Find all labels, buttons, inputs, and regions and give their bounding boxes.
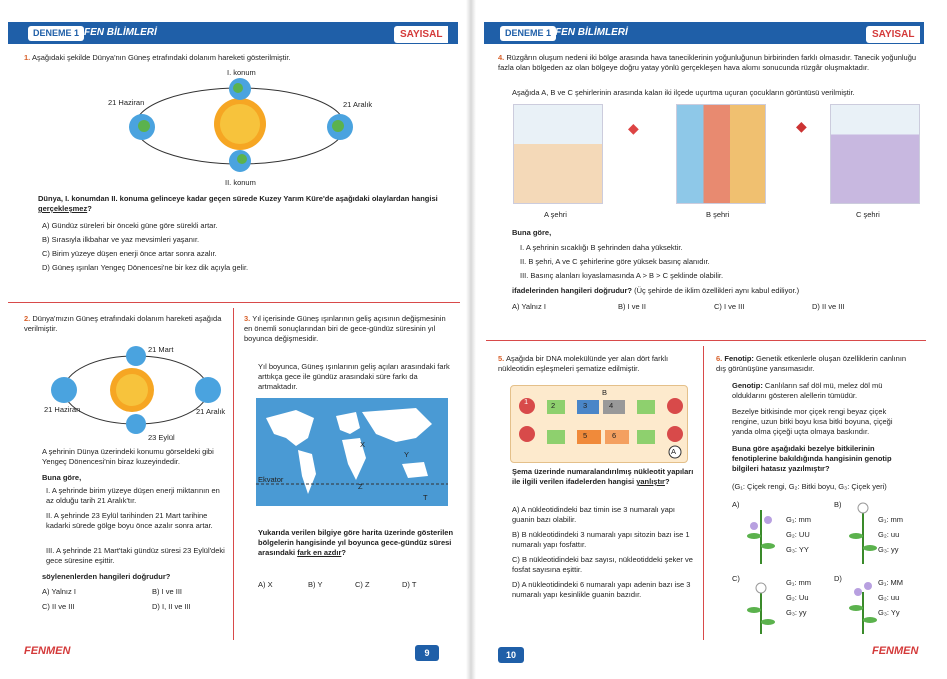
q3-point-t: T — [423, 493, 428, 502]
q3-stem — [244, 314, 456, 344]
q4-kite-child-left: ◆ — [628, 120, 639, 136]
q4-city-a-image — [513, 104, 603, 204]
q6-d-g1: G₁: MM — [878, 578, 904, 587]
q2-option-c[interactable]: C) II ve III — [42, 602, 75, 611]
q5-question-c: ? — [664, 477, 670, 486]
q4-paragraph: Aşağıda A, B ve C şehirlerinin arasında kalan iki ilçede uçurtma uçuran çocukların görüntüsü verilmiştir. — [512, 88, 855, 97]
q3-question-b: fark en azdır — [297, 548, 342, 557]
q6-option-c[interactable]: C) — [732, 574, 740, 583]
q2-label-mart: 21 Mart — [148, 345, 174, 354]
q3-question-a: Yukarıda verilen bilgiye göre harita üzerinde gösterilen bölgelerin hangisinde yıl boyunca gece-gündüz süresi arasındaki — [258, 528, 454, 557]
q1-label-konum1: I. konum — [227, 68, 256, 77]
q4-city-c-image — [830, 104, 920, 204]
q4-kite-child-right: ◆ — [796, 118, 807, 134]
q2-option-d[interactable]: D) I, II ve III — [152, 602, 191, 611]
q4-city-a-label: A şehri — [544, 210, 567, 219]
q2-label-eylul: 23 Eylül — [148, 433, 175, 442]
q3-world-map — [256, 398, 448, 506]
q3-stem-text: Yıl içerisinde Güneş ışınlarının geliş açısının değişmesinin en önemli sonuçlarından biri de gece-gündüz süresinin yıl boyunca değişmesidir. — [244, 314, 446, 343]
q5-option-b[interactable]: B) B nükleotidindeki 3 numaralı yapı sitozin bazı ise 1 numaralı yapı fosfattır. — [512, 530, 690, 549]
q5-label-1: 1 — [524, 397, 529, 406]
q1-orbit-diagram — [100, 64, 380, 190]
q5-label-4: 4 — [609, 401, 614, 410]
q6-c-g3: G₃: yy — [786, 608, 807, 617]
q2-lead: Buna göre, — [42, 473, 82, 482]
q2-option-a[interactable]: A) Yalnız I — [42, 587, 76, 596]
q6-b-g1: G₁: mm — [878, 515, 904, 524]
q6-fenotip-def: Genetik etkenlerle oluşan özelliklerin canlının dış görünüşüne yansımasıdır. — [716, 354, 907, 373]
q1-option-b[interactable]: B) Sırasıyla ilkbahar ve yaz mevsimleri yaşanır. — [42, 235, 200, 244]
q3-number: 3. — [244, 314, 251, 323]
q2-label-haziran: 21 Haziran — [44, 405, 81, 414]
q6-genotip-term: Genotip: — [732, 381, 763, 390]
q4-option-b[interactable]: B) I ve II — [618, 302, 646, 311]
q6-c-g1: G₁: mm — [786, 578, 812, 587]
q5-question-b: yanlıştır — [636, 477, 665, 486]
q4-option-a[interactable]: A) Yalnız I — [512, 302, 546, 311]
q4-note: (Üç şehirde de iklim özellikleri aynı kabul ediliyor.) — [632, 286, 800, 295]
q3-point-y: Y — [404, 450, 410, 459]
q3-paragraph: Yıl boyunca, Güneş ışınlarının geliş açıları arasındaki fark arttıkça gece ile gündüz arasındaki süre farkı da artmaktadır. — [258, 362, 450, 391]
q5-number: 5. — [498, 354, 505, 363]
q4-number: 4. — [498, 53, 505, 62]
q5-stem-text: Aşağıda bir DNA molekülünde yer alan dört farklı nükleotidin eşleşmeleri şematize edilmiştir. — [498, 354, 669, 373]
q2-item1: I. A şehrinde birim yüzeye düşen enerji miktarının en az olduğu tarih 21 Aralık'tır. — [46, 486, 220, 505]
book-spine — [466, 0, 476, 679]
q5-dna-diagram — [510, 385, 688, 463]
q6-d-g2: G₂: uu — [878, 593, 900, 602]
q6-a-g1: G₁: mm — [786, 515, 812, 524]
right-subject-title: FEN BİLİMLERİ — [555, 27, 628, 38]
q6-question: Buna göre aşağıdaki bezelye bitkilerinin fenotiplerine bakıldığında hangisinin genotip bilgileri hatasız yazılmıştır? — [732, 444, 892, 473]
q3-point-x: X — [360, 440, 366, 449]
q4-option-c[interactable]: C) I ve III — [714, 302, 745, 311]
q1-option-d[interactable]: D) Güneş ışınları Yengeç Dönencesi'ne bir kez dik açıyla gelir. — [42, 263, 249, 272]
q1-label-haziran: 21 Haziran — [108, 98, 145, 107]
q5-label-2: 2 — [551, 401, 556, 410]
q1-option-a[interactable]: A) Gündüz süreleri bir önceki güne göre sürekli artar. — [42, 221, 218, 230]
q6-a-g2: G₂: UU — [786, 530, 810, 539]
q1-question-c: ? — [87, 204, 92, 213]
q1-option-c[interactable]: C) Birim yüzeye düşen enerji önce artar sonra azalır. — [42, 249, 217, 258]
q3-equator-label: Ekvator — [258, 475, 284, 484]
q2-question: söylenenlerden hangileri doğrudur? — [42, 572, 171, 581]
q6-d-g3: G₃: Yy — [878, 608, 900, 617]
right-page-number: 10 — [498, 647, 524, 663]
q3-option-b[interactable]: B) Y — [308, 580, 323, 589]
q1-stem — [24, 53, 444, 63]
q6-plant-c-image — [744, 580, 778, 636]
q6-option-a[interactable]: A) — [732, 500, 740, 509]
q5-label-b: B — [602, 388, 608, 397]
left-hdivider — [8, 302, 460, 303]
q4-stem-text: Rüzgârın oluşum nedeni iki bölge arasında hava taneciklerinin yoğunluğunun birbirinden farklı olmasıdır. Tanecik yoğunluğu fazla olan bölgeden az olan bölgeye doğru yatay yönlü gerçekleşen hava akımı sonucunda rüzgâr oluşmaktadır. — [498, 53, 917, 72]
q5-label-5: 5 — [583, 431, 588, 440]
q4-city-c-label: C şehri — [856, 210, 880, 219]
q4-item3: III. Basınç alanları kıyaslamasında A > B > C şeklinde olabilir. — [520, 271, 724, 280]
left-sayisal-badge: SAYISAL — [394, 26, 448, 43]
q6-number: 6. — [716, 354, 723, 363]
q2-option-b[interactable]: B) I ve III — [152, 587, 183, 596]
q6-genotip — [732, 381, 912, 401]
q6-c-g2: G₂: Uu — [786, 593, 809, 602]
q2-item2: II. A şehrinde 23 Eylül tarihinden 21 Mart tarihine kadarki sürede gölge boyu önce azalır sonra artar. — [46, 511, 213, 530]
q2-item3: III. A şehrinde 21 Mart'taki gündüz süresi 23 Eylül'deki gece süresine eşittir. — [46, 546, 225, 565]
q6-plant-d-image — [846, 578, 880, 636]
q5-question-a: Şema üzerinde numaralandırılmış nükleotit yapıları ile ilgili verilen ifadelerden hangisi — [512, 467, 694, 486]
left-page-number: 9 — [415, 645, 439, 661]
q6-option-b[interactable]: B) — [834, 500, 842, 509]
q3-option-d[interactable]: D) T — [402, 580, 417, 589]
right-deneme-badge: DENEME 1 — [500, 26, 556, 41]
q1-label-konum2: II. konum — [225, 178, 256, 187]
q4-question — [512, 286, 799, 296]
q6-fenotip — [716, 354, 912, 374]
q2-label-aralik: 21 Aralık — [196, 407, 226, 416]
q2-stem-text: Dünya'mızın Güneş etrafındaki dolanım hareketi aşağıda verilmiştir. — [24, 314, 222, 333]
q6-legend: (G₁: Çiçek rengi, G₂: Bitki boyu, G₃: Çiçek yeri) — [732, 482, 887, 491]
q6-fenotip-term: Fenotip: — [724, 354, 754, 363]
q2-paragraph: A şehrinin Dünya üzerindeki konumu görseldeki gibi Yengeç Dönencesi'nin biraz kuzeyindedir. — [42, 447, 214, 466]
q2-number: 2. — [24, 314, 31, 323]
q5-label-a: A — [671, 447, 677, 456]
right-logo: FENMEN — [872, 645, 919, 657]
q4-city-b-image — [676, 104, 766, 204]
q5-option-a[interactable]: A) A nükleotidindeki baz timin ise 3 numaralı yapı guanin bazı olabilir. — [512, 505, 676, 524]
q3-map-land — [256, 398, 448, 506]
q1-label-aralik: 21 Aralık — [343, 100, 373, 109]
q5-stem — [498, 354, 696, 374]
q4-option-d[interactable]: D) II ve III — [812, 302, 845, 311]
right-sayisal-badge: SAYISAL — [866, 26, 920, 43]
q1-question — [38, 194, 448, 214]
q3-option-c[interactable]: C) Z — [355, 580, 370, 589]
q2-stem — [24, 314, 224, 334]
q5-question — [512, 467, 698, 487]
q6-plant-b-image — [846, 500, 880, 566]
right-hdivider — [486, 340, 926, 341]
left-logo: FENMEN — [24, 645, 71, 657]
q4-item2: II. B şehri, A ve C şehirlerine göre yüksek basınç alanıdır. — [520, 257, 710, 266]
q1-number: 1. — [24, 53, 31, 62]
q6-genotip-def: Canlıların saf döl mü, melez döl mü olduklarını gösteren alellerin tümüdür. — [732, 381, 883, 400]
q3-point-z: Z — [358, 482, 363, 491]
left-subject-title: FEN BİLİMLERİ — [84, 27, 157, 38]
q6-paragraph: Bezelye bitkisinde mor çiçek rengi beyaz çiçek rengine, uzun bitki boyu kısa bitki boyuna, çiçeği yanda olma çiçeği uçta olmaya baskındır. — [732, 407, 893, 436]
q6-a-g3: G₃: YY — [786, 545, 809, 554]
q4-item1: I. A şehrinin sıcaklığı B şehrinden daha yüksektir. — [520, 243, 683, 252]
q2-orbit-diagram — [44, 340, 234, 440]
q6-b-g3: G₃: yy — [878, 545, 899, 554]
q3-question — [258, 528, 454, 558]
q5-label-3: 3 — [583, 401, 588, 410]
q4-question-text: ifadelerinden hangileri doğrudur? — [512, 286, 633, 295]
q4-stem — [498, 53, 918, 73]
q1-question-b: gerçekleşmez — [38, 204, 88, 213]
left-deneme-badge: DENEME 1 — [28, 26, 84, 41]
q5-option-c[interactable]: C) B nükleotidindeki baz sayısı, nükleotiddeki şeker ve fosfat sayısına eşittir. — [512, 555, 693, 574]
q1-stem-text: Aşağıdaki şekilde Dünya'nın Güneş etrafındaki dolanım hareketi gösterilmiştir. — [31, 53, 291, 62]
q4-lead: Buna göre, — [512, 228, 552, 237]
q3-question-c: ? — [341, 548, 346, 557]
q6-plant-a-image — [744, 506, 778, 566]
q6-b-g2: G₂: uu — [878, 530, 900, 539]
q5-option-d[interactable]: D) A nükleotidindeki 6 numaralı yapı adenin bazı ise 3 numaralı yapı kesinlikle guanin bazıdır. — [512, 580, 691, 599]
right-vdivider — [703, 346, 704, 640]
q4-city-b-label: B şehri — [706, 210, 730, 219]
q5-label-6: 6 — [612, 431, 617, 440]
q6-option-d[interactable]: D) — [834, 574, 842, 583]
q3-option-a[interactable]: A) X — [258, 580, 273, 589]
q1-question-a: Dünya, I. konumdan II. konuma gelinceye kadar geçen sürede Kuzey Yarım Küre'de aşağıdaki olaylardan hangisi — [38, 194, 438, 203]
